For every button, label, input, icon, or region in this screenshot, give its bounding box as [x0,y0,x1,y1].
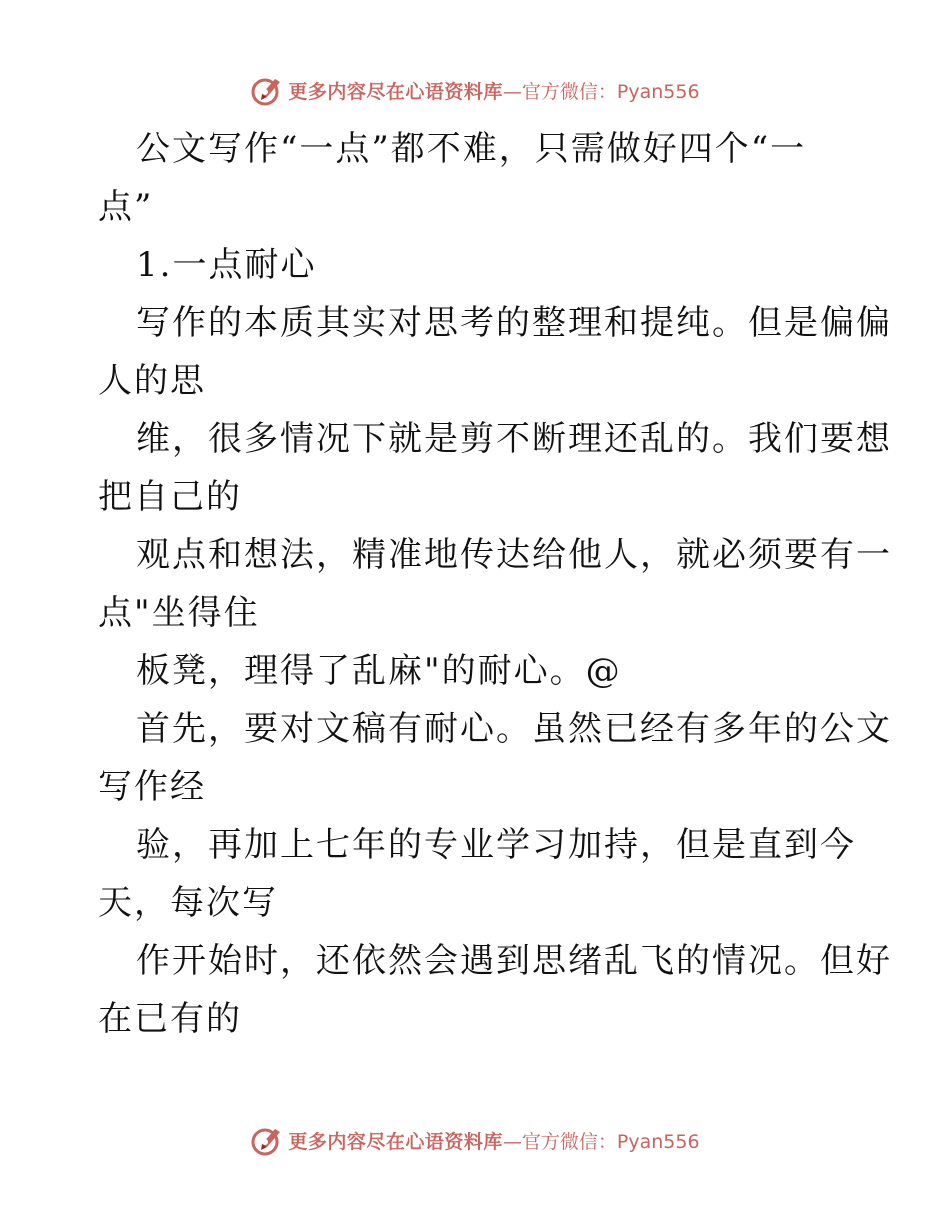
text-line: 首先，要对文稿有耐心。虽然已经有多年的公文 [136,709,892,749]
pen-logo-icon [250,73,284,107]
text-line: 人的思 [98,361,206,401]
text-line: 维，很多情况下就是剪不断理还乱的。我们要想 [136,419,892,459]
section-heading: 1.一点耐心 [136,245,317,285]
pen-logo-icon [250,1123,284,1157]
text-line: 验，再加上七年的专业学习加持，但是直到今 [136,825,856,865]
text-line: 板凳，理得了乱麻"的耐心。@ [136,651,622,691]
header-banner [0,70,950,110]
banner-sub-text: —官方微信：Pyan556 [502,1130,700,1153]
text-line: 写作经 [98,767,206,807]
banner-sub-text: —官方微信：Pyan556 [502,80,700,103]
text-line: 写作的本质其实对思考的整理和提纯。但是偏偏 [136,303,892,343]
text-line: 把自己的 [98,477,242,517]
footer-banner [0,1120,950,1160]
text-line: 天，每次写 [98,883,278,923]
text-line: 公文写作“一点”都不难，只需做好四个“一 [136,129,807,169]
text-line: 在已有的 [98,999,242,1039]
text-line: 点” [98,187,154,227]
banner-main-text: 更多内容尽在心语资料库 [288,80,503,103]
text-line: 作开始时，还依然会遇到思绪乱飞的情况。但好 [136,941,892,981]
text-line: 观点和想法，精准地传达给他人，就必须要有一 [136,535,892,575]
banner-main-text: 更多内容尽在心语资料库 [288,1130,503,1153]
document-body [98,120,892,1048]
text-line: 点"坐得住 [98,593,260,633]
